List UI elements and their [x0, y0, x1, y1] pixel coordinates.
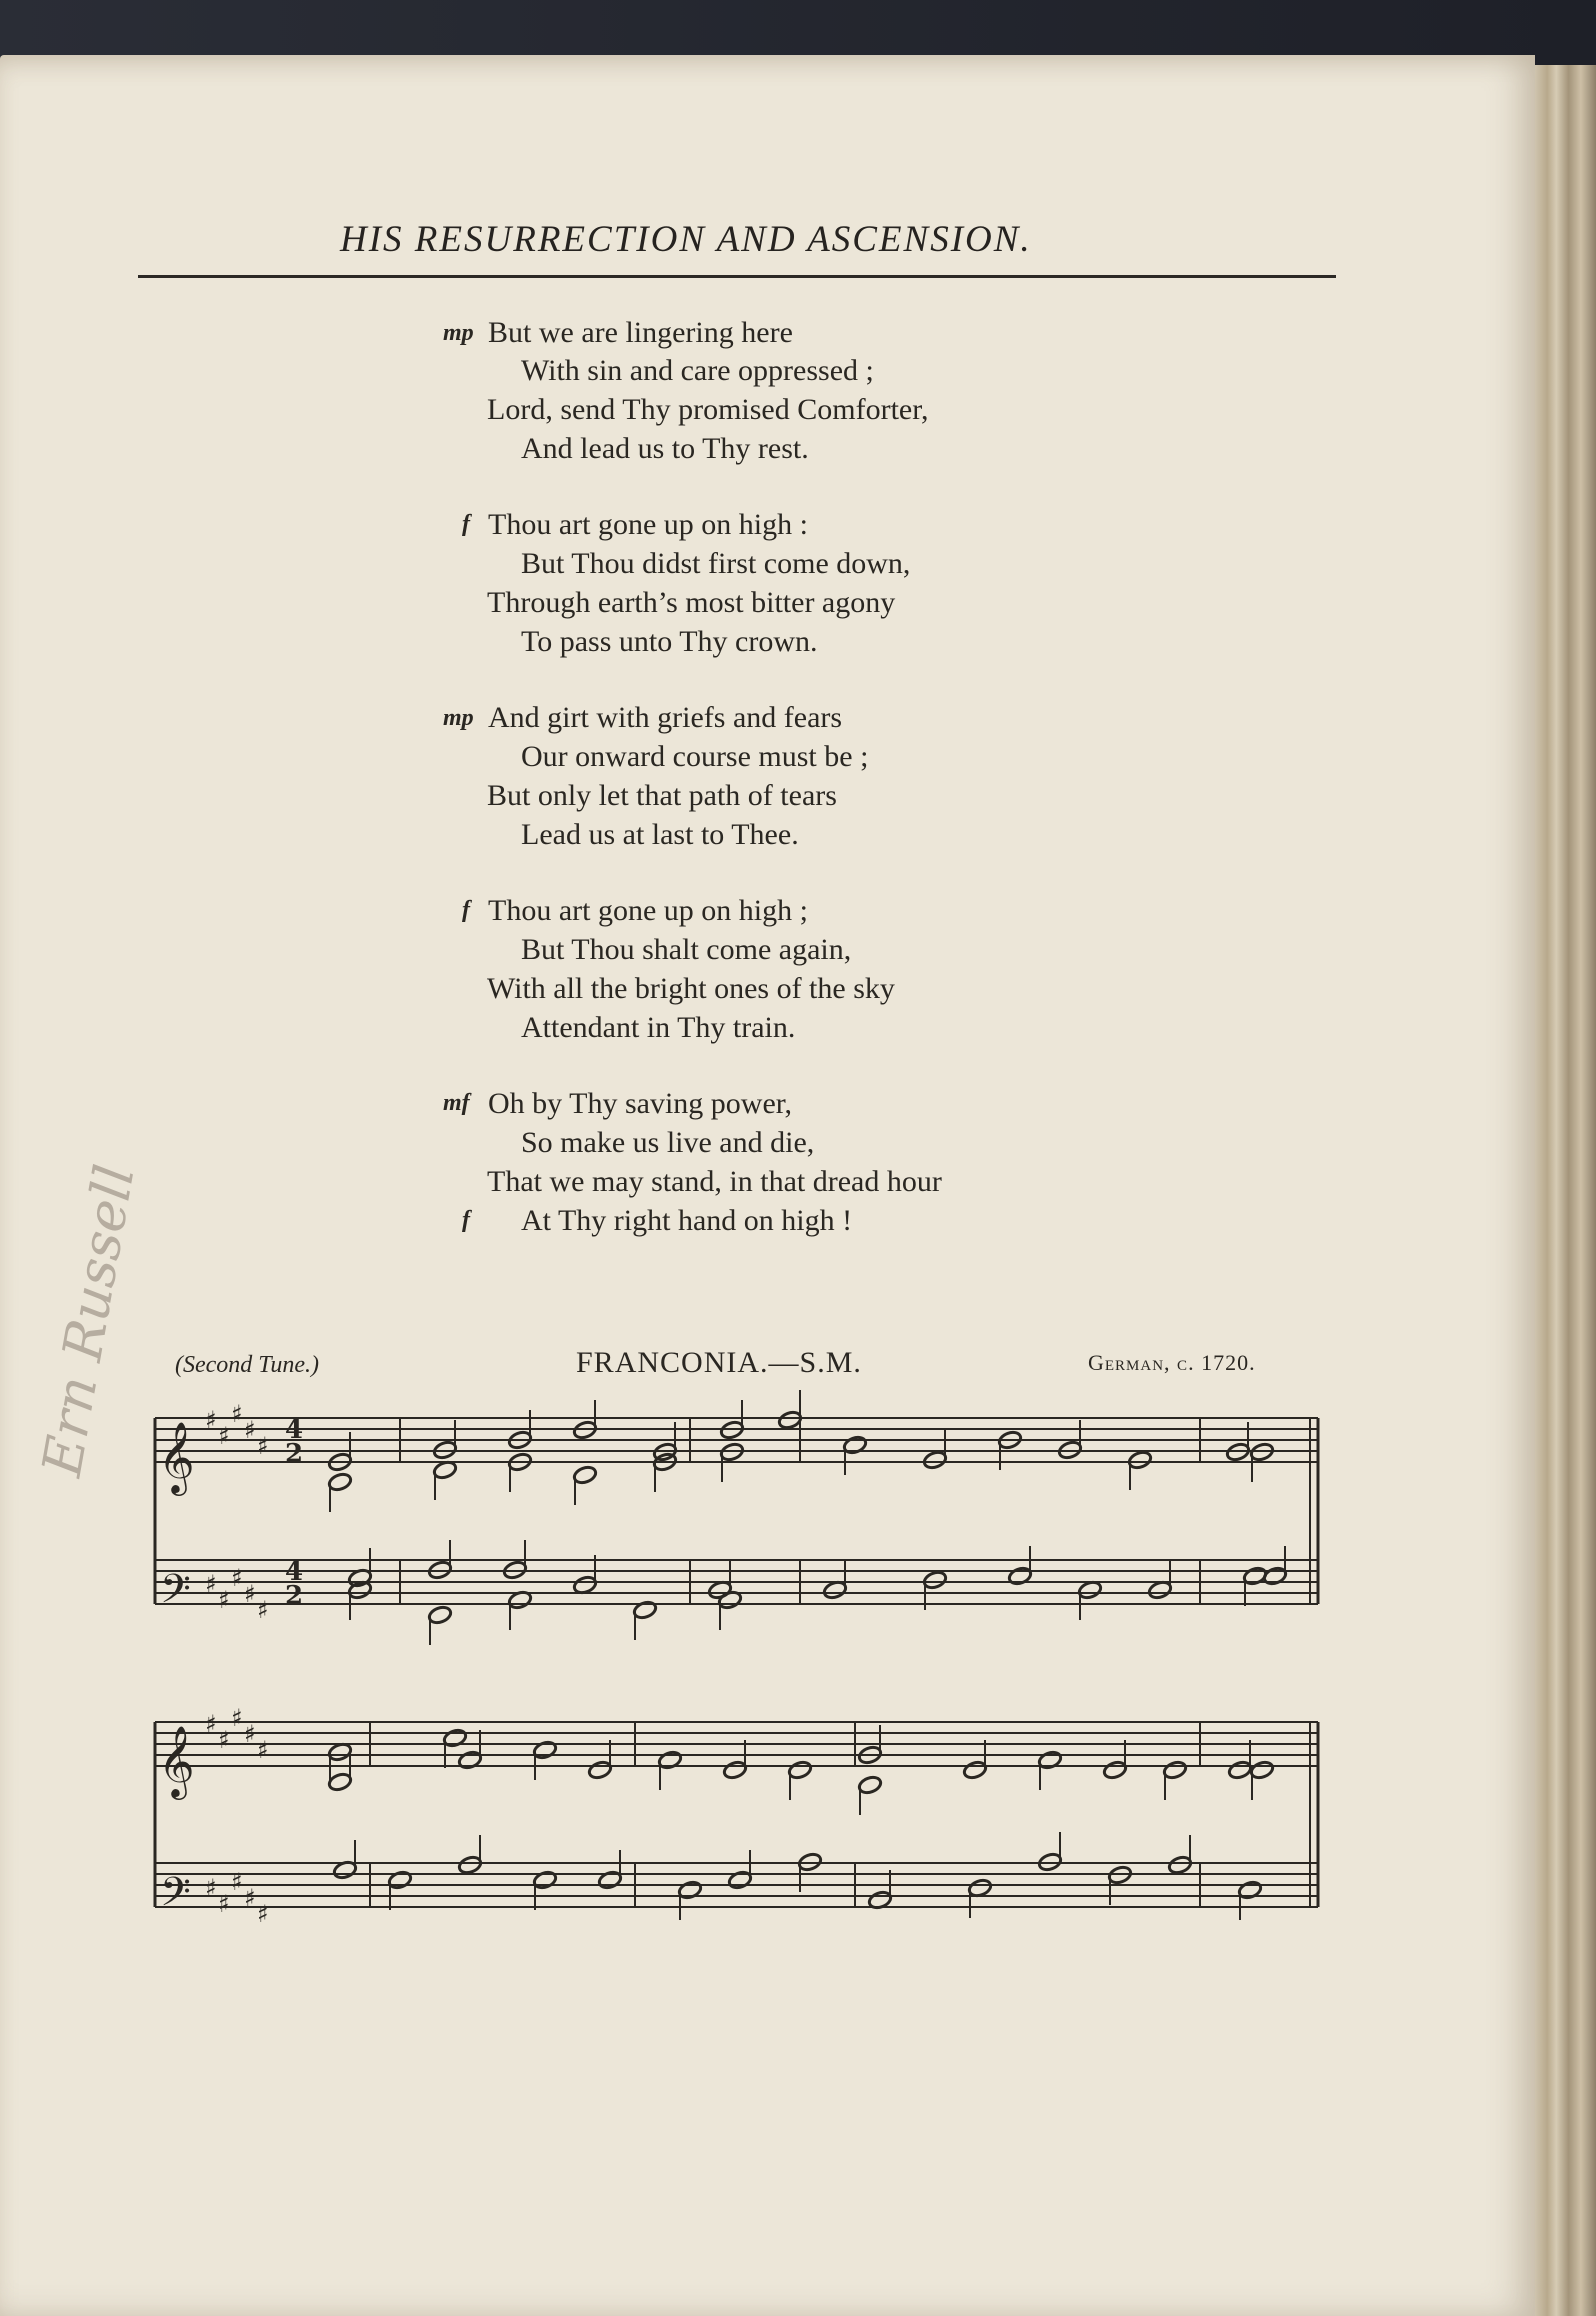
verse-line: Lead us at last to Thee. [521, 818, 799, 851]
verse-line: Oh by Thy saving power, [488, 1087, 793, 1120]
note-head [1237, 1880, 1262, 1901]
key-signature-sharp: ♯ [244, 1416, 256, 1444]
verse-line: Attendant in Thy train. [521, 1011, 796, 1044]
key-signature-sharp: ♯ [205, 1406, 217, 1434]
verse-line: At Thy right hand on high ! [521, 1204, 853, 1237]
key-signature-sharp: ♯ [231, 1868, 243, 1896]
note-head [857, 1775, 882, 1796]
running-head: HIS RESURRECTION AND ASCENSION. [340, 219, 1032, 260]
note-head [1249, 1760, 1274, 1781]
key-signature-sharp: ♯ [231, 1400, 243, 1428]
note-head [457, 1855, 482, 1876]
verse-line: But Thou shalt come again, [521, 933, 852, 966]
note-head [532, 1870, 557, 1891]
verse-line: Thou art gone up on high ; [488, 894, 808, 927]
bass-clef: 𝄢 [160, 1566, 191, 1622]
dynamic-mark: mp [443, 320, 474, 346]
verse-line: And girt with griefs and fears [488, 701, 843, 734]
time-signature: 2 [285, 1439, 304, 1469]
key-signature-sharp: ♯ [244, 1884, 256, 1912]
note-head [922, 1570, 947, 1591]
tune-composer: German, c. 1720. [1088, 1350, 1256, 1375]
note-head [532, 1740, 557, 1761]
dynamic-mark: mf [443, 1090, 470, 1116]
key-signature-sharp: ♯ [257, 1596, 269, 1624]
verse-line: So make us live and die, [521, 1126, 815, 1159]
note-head [657, 1750, 682, 1771]
verse-line: Our onward course must be ; [521, 740, 869, 773]
note-head [572, 1465, 597, 1486]
key-signature-sharp: ♯ [257, 1900, 269, 1928]
bass-clef: 𝄢 [160, 1869, 191, 1925]
time-signature: 2 [285, 1581, 304, 1611]
key-signature-sharp: ♯ [218, 1586, 230, 1614]
verse-line: Through earth’s most bitter agony [487, 586, 896, 619]
note-head [1162, 1760, 1187, 1781]
note-head [727, 1870, 752, 1891]
note-head [1127, 1450, 1152, 1471]
key-signature-sharp: ♯ [231, 1704, 243, 1732]
tune-label: (Second Tune.) [175, 1352, 319, 1378]
note-head [587, 1760, 612, 1781]
note-head [962, 1760, 987, 1781]
note-head [632, 1600, 657, 1621]
key-signature-sharp: ♯ [244, 1580, 256, 1608]
key-signature-sharp: ♯ [231, 1564, 243, 1592]
key-signature-sharp: ♯ [218, 1726, 230, 1754]
note-head [597, 1870, 622, 1891]
page-edges [1535, 65, 1596, 2316]
verse-line: Lord, send Thy promised Comforter, [487, 393, 929, 426]
verse-line: To pass unto Thy crown. [521, 625, 818, 658]
time-signature: 4 [285, 1415, 304, 1445]
note-head [457, 1750, 482, 1771]
note-head [1007, 1566, 1032, 1587]
key-signature-sharp: ♯ [205, 1710, 217, 1738]
treble-clef: 𝄞 [158, 1420, 195, 1493]
dynamic-mark: f [462, 897, 470, 923]
note-head [1037, 1750, 1062, 1771]
verse-line: But only let that path of tears [487, 779, 837, 812]
key-signature-sharp: ♯ [257, 1432, 269, 1460]
note-head [1262, 1566, 1287, 1587]
note-head [787, 1760, 812, 1781]
note-head [722, 1760, 747, 1781]
note-head [1102, 1760, 1127, 1781]
note-head [677, 1880, 702, 1901]
key-signature-sharp: ♯ [244, 1720, 256, 1748]
note-head [842, 1435, 867, 1456]
key-signature-sharp: ♯ [257, 1736, 269, 1764]
dynamic-mark: mp [443, 705, 474, 731]
key-signature-sharp: ♯ [205, 1570, 217, 1598]
note-head [387, 1870, 412, 1891]
note-head [777, 1410, 802, 1431]
verse-line: Thou art gone up on high : [488, 508, 808, 541]
margin-note-text: Ern Russell [30, 1160, 147, 1481]
note-head [442, 1728, 467, 1749]
verse-line: But Thou didst first come down, [521, 547, 911, 580]
note-head [427, 1605, 452, 1626]
time-signature: 4 [285, 1557, 304, 1587]
dynamic-mark: f [462, 511, 470, 537]
note-head [1227, 1760, 1252, 1781]
note-head [922, 1450, 947, 1471]
verse-line: With sin and care oppressed ; [521, 354, 874, 387]
verse-line: With all the bright ones of the sky [487, 972, 895, 1005]
treble-clef: 𝄞 [158, 1724, 195, 1797]
verse-line: That we may stand, in that dread hour [487, 1165, 942, 1198]
verse-line: But we are lingering here [488, 316, 793, 349]
tune-title: FRANCONIA.—S.M. [576, 1346, 862, 1379]
key-signature-sharp: ♯ [218, 1422, 230, 1450]
key-signature-sharp: ♯ [218, 1890, 230, 1918]
note-head [327, 1772, 352, 1793]
verse-line: And lead us to Thy rest. [521, 432, 809, 465]
key-signature-sharp: ♯ [205, 1874, 217, 1902]
dynamic-mark: f [462, 1207, 470, 1233]
note-head [1167, 1855, 1192, 1876]
